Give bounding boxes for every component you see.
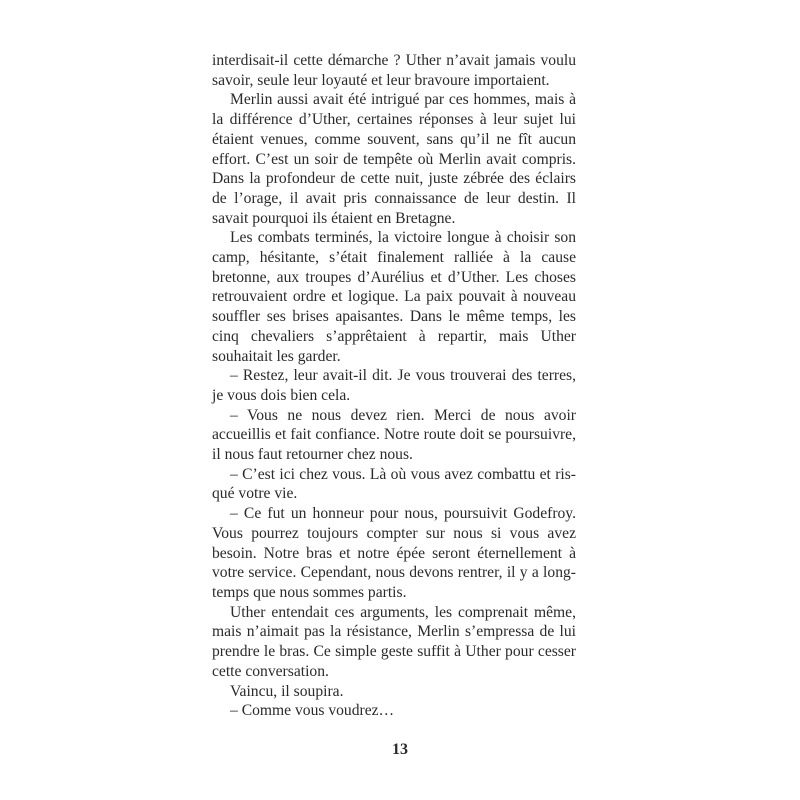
dialogue-line-owe-nothing: – Vous ne nous devez rien. Merci de nous avoir accueillis et fait confiance. Notre route doit se poursuivre, il nous faut retourner chez nous. <box>212 406 576 464</box>
dialogue-line-here-is-home: – C’est ici chez vous. Là où vous avez combattu et risqué votre vie. <box>212 465 576 503</box>
body-text <box>212 51 576 721</box>
paragraph-uther-listened: Uther entendait ces arguments, les comprenait même, mais n’aimait pas la résistance, Merlin s’empressa de lui prendre le bras. Ce simple geste suffit à Uther pour cesser cette conversation. <box>212 603 576 680</box>
paragraph-battles-ended: Les combats terminés, la victoire longue à choisir son camp, hésitante, s’était finalement ralliée à la cause bretonne, aux troupes d’Aurélius et d’Uther. Les choses retrouvaient ordre et logique. La paix pouvait à nouveau souffler ses brises apaisantes. Dans le même temps, les cinq chevaliers s’apprêtaient à repartir, mais Uther souhaitait les garder. <box>212 229 576 365</box>
dialogue-line-godefroy: – Ce fut un honneur pour nous, poursuivit Godefroy. Vous pourrez toujours compter sur nous si vous avez besoin. Notre bras et notre épée seront éternellement à votre service. Cependant, nous devons rentrer, il y a longtemps que nous sommes partis. <box>212 505 576 601</box>
dialogue-line-as-you-wish: – Comme vous voudrez… <box>230 702 395 720</box>
page-number: 13 <box>392 741 408 758</box>
paragraph-continuation: interdisait-il cette démarche ? Uther n’avait jamais voulu savoir, seule leur loyauté et leur bravoure importaient. <box>212 52 576 89</box>
paragraph-merlin-intrigued: Merlin aussi avait été intrigué par ces hommes, mais à la différence d’Uther, certaines réponses à leur sujet lui étaient venues, comme souvent, sans qu’il ne fît aucun effort. C’est un soir de tempête où Merlin avait compris. Dans la profondeur de cette nuit, juste zébrée des éclairs de l’orage, il avait pris connaissance de leur destin. Il savait pourquoi ils étaient en Bretagne. <box>212 91 576 227</box>
dialogue-line-stay: – Restez, leur avait-il dit. Je vous trouverai des terres, je vous dois bien cela. <box>212 367 576 404</box>
paragraph-defeated-sigh: Vaincu, il soupira. <box>230 682 344 700</box>
